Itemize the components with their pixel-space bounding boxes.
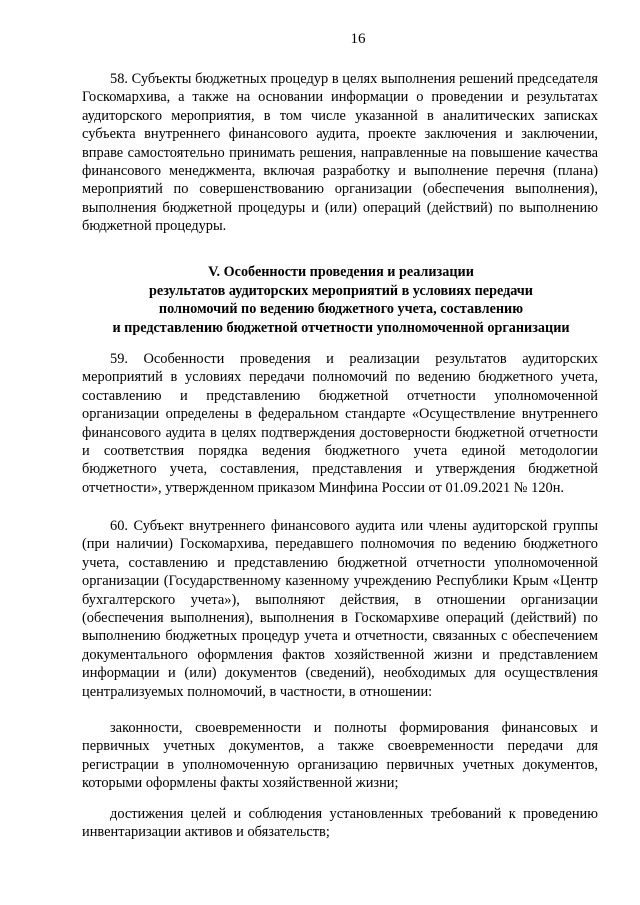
list-item-inventory: достижения целей и соблюдения установленных требований к проведению инвентаризации активов и обязательств;: [82, 806, 598, 841]
paragraph-58: 58. Субъекты бюджетных процедур в целях выполнения решений председателя Госкомархива, а также на основании информации о проведении и результатах аудиторского мероприятия, в том числе указанной в аналитических записках субъекта внутреннего финансового аудита, проекте заключения и заключении, вправе самостоятельно принимать решения, направленные на повышение качества финансового менеджмента, включая разработку и выполнение перечня (плана) мероприятий по совершенствованию организации (обеспечения выполнения), выполнения бюджетной процедуры и (или) операций (действий) по выполнению бюджетной процедуры.: [82, 71, 598, 235]
list-item-legality: законности, своевременности и полноты формирования финансовых и первичных учетных документов, а также своевременности передачи для регистрации в уполномоченную организацию первичных учетных документов, которыми оформлены факты хозяйственной жизни;: [82, 720, 598, 792]
page-number: 16: [350, 31, 366, 47]
paragraph-59: 59. Особенности проведения и реализации результатов аудиторских мероприятий в условиях передачи полномочий по ведению бюджетного учета, составлению и представлению бюджетной отчетности уполномоченной организации определены в федеральном стандарте «Осуществление внутреннего финансового аудита в целях подтверждения достоверности бюджетной отчетности и соответствия порядка ведения бюджетного учета единой методологии бюджетного учета, составления, представления и утверждения бюджетной отчетности», утвержденном приказом Минфина России от 01.09.2021 № 120н.: [82, 351, 598, 496]
paragraph-60: 60. Субъект внутреннего финансового аудита или члены аудиторской группы (при наличии) Госкомархива, передавшего полномочия по ведению бюджетного учета, составлению и представлению бюджетной отчетности уполномоченной организации (Государственному казенному учреждению Республики Крым «Центр бухгалтерского учета»), выполняют действия, в отношении организации (обеспечения выполнения), выполнения в Госкомархиве операций (действий) по выполнению бюджетных процедур учета и отчетности, связанных с обеспечением документального оформления фактов хозяйственной жизни и представлением информации и (или) документов (сведений), необходимых для осуществления централизуемых полномочий, в частности, в отношении:: [82, 518, 598, 700]
section-heading-line-3: полномочий по ведению бюджетного учета, составлению: [158, 301, 524, 318]
section-heading-line-4: и представлению бюджетной отчетности уполномоченной организации: [112, 319, 570, 336]
section-heading-line-2: результатов аудиторских мероприятий в условиях передачи: [149, 282, 533, 299]
section-heading-line-1: V. Особенности проведения и реализации: [208, 264, 474, 280]
section-heading: [74, 263, 608, 337]
